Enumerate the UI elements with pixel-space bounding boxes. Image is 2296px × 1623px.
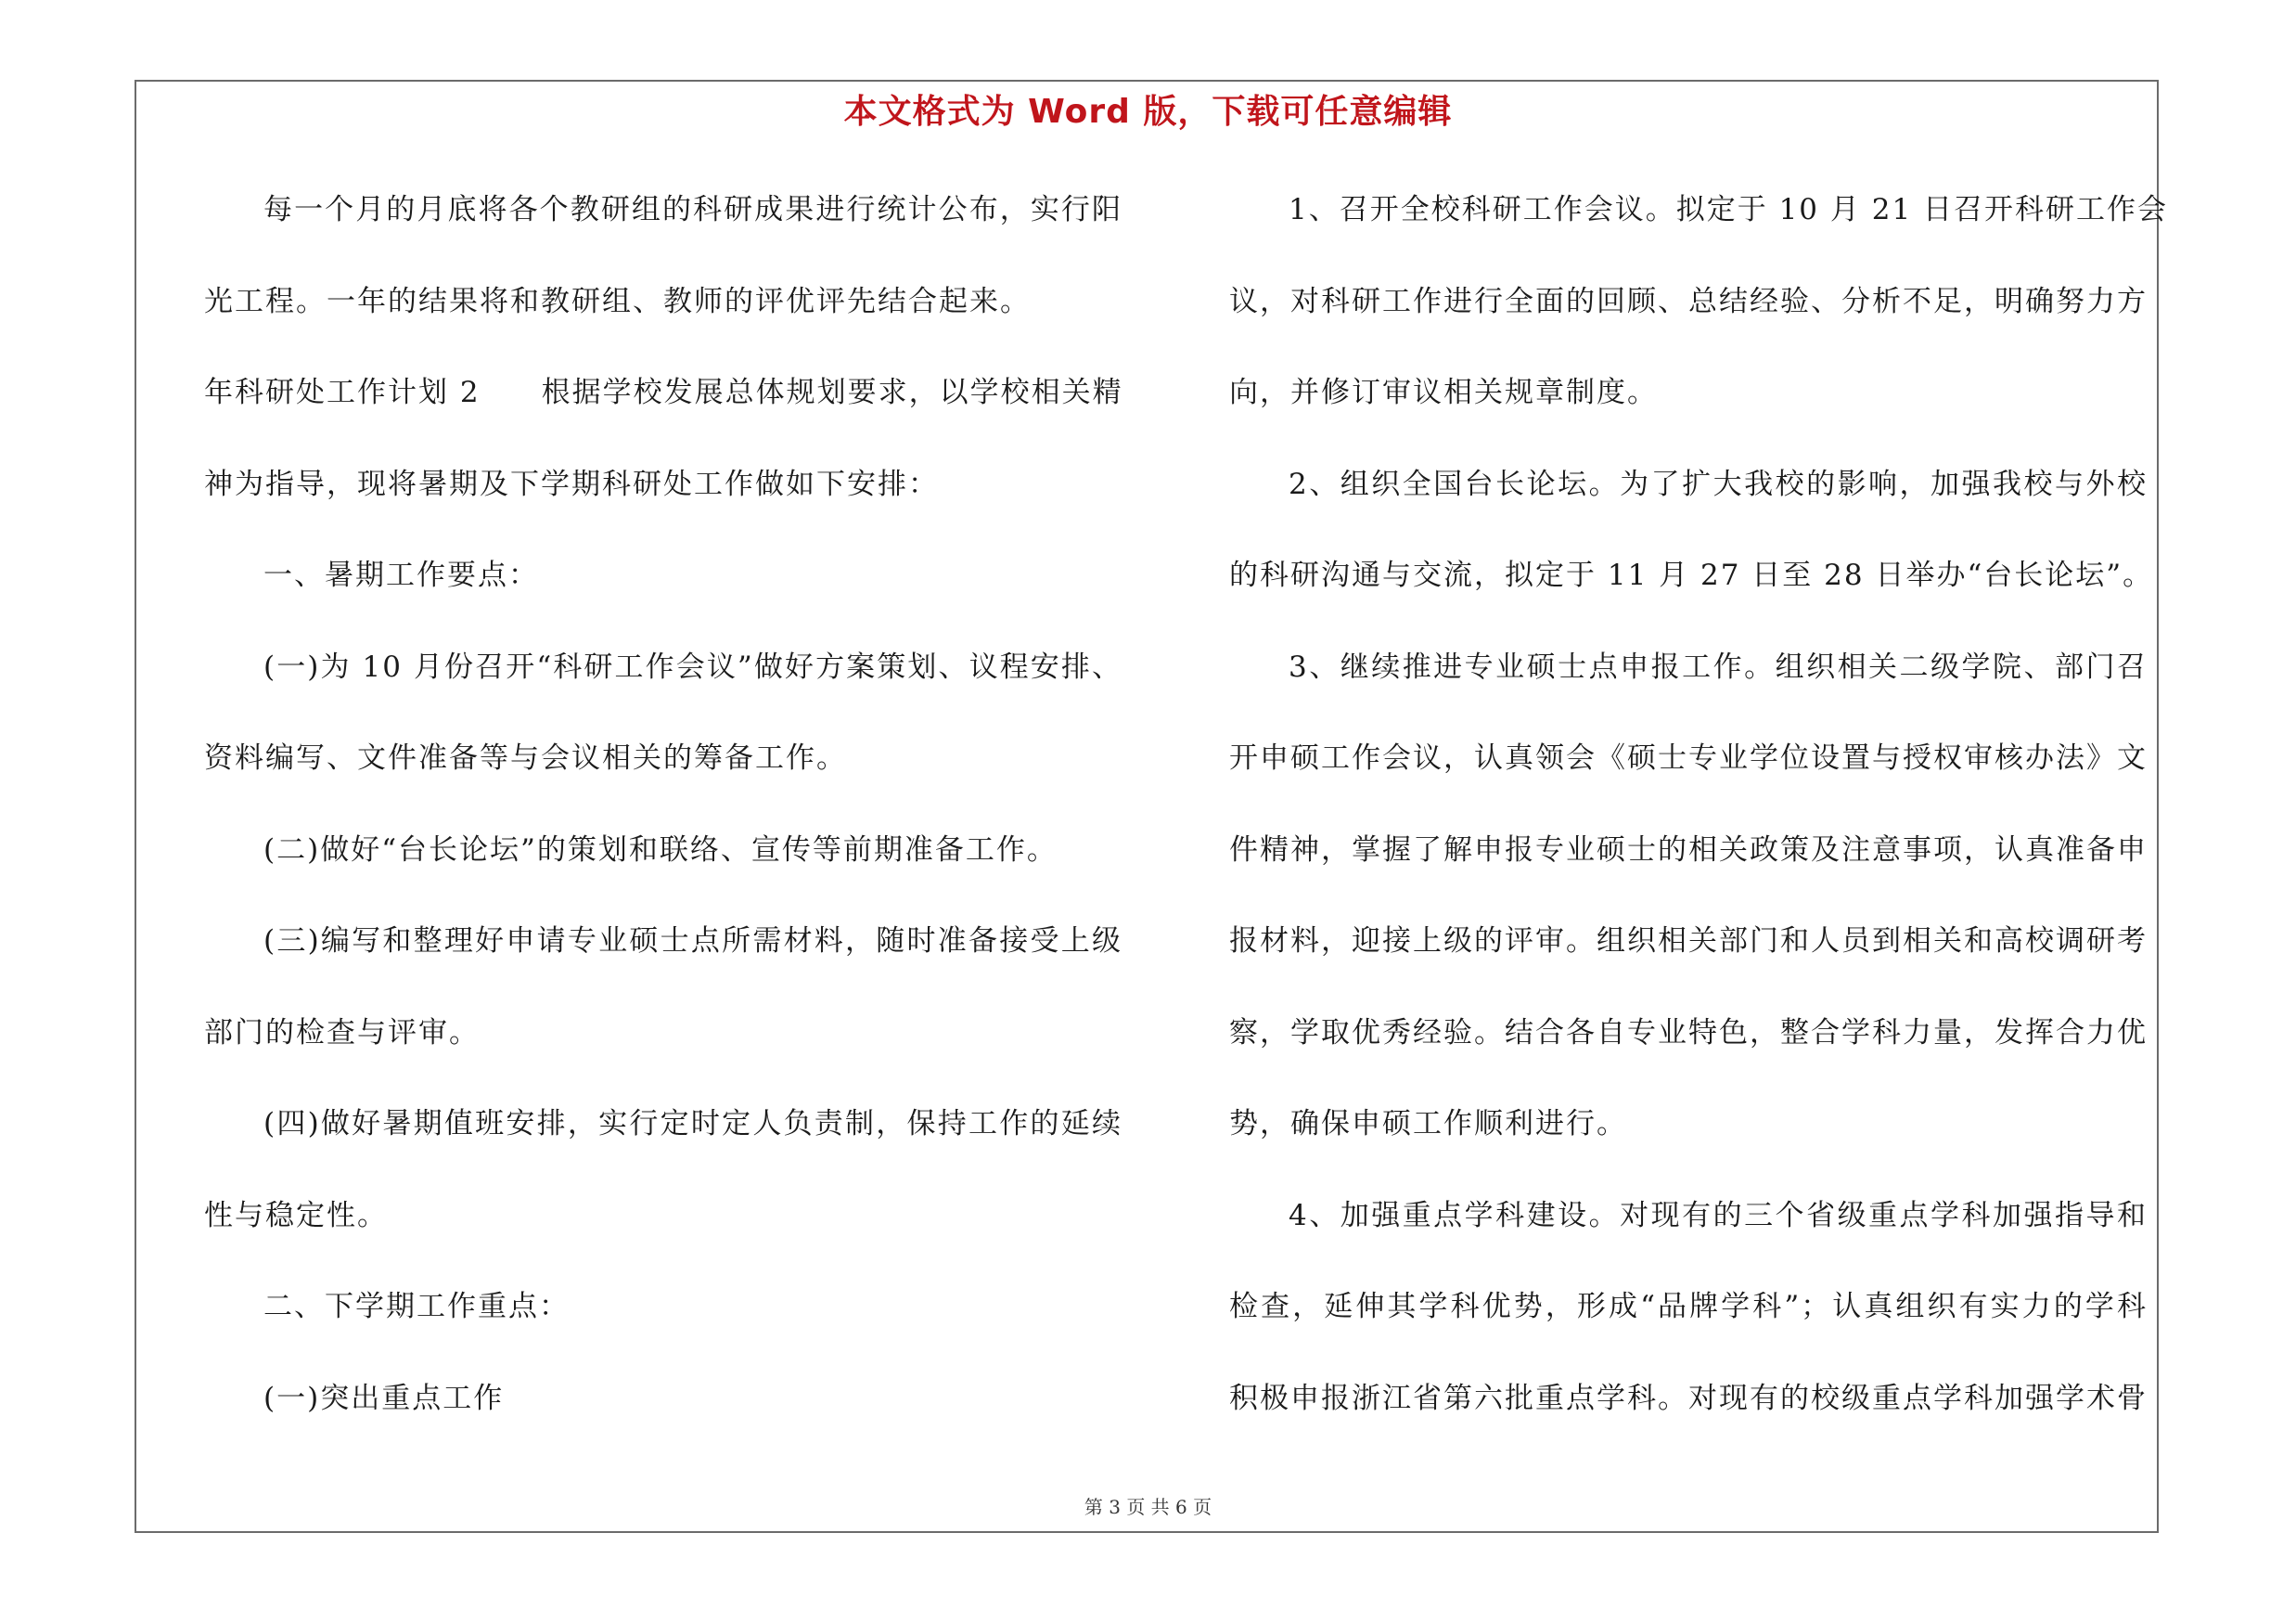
text-line: (一)为 10 月份召开“科研工作会议”做好方案策划、议程安排、 — [263, 650, 1122, 684]
text-line: (四)做好暑期值班安排，实行定时定人负责制，保持工作的延续 — [263, 1107, 1122, 1140]
text-line: 一、暑期工作要点： — [263, 559, 539, 592]
text-line: 的科研沟通与交流，拟定于 11 月 27 日至 28 日举办“台长论坛”。 — [1229, 559, 2154, 592]
text-line: 积极申报浙江省第六批重点学科。对现有的校级重点学科加强学术骨 — [1229, 1381, 2148, 1415]
left-text-column — [204, 176, 1122, 1456]
text-line: 性与稳定性。 — [204, 1198, 388, 1232]
text-line: 议，对科研工作进行全面的回顾、总结经验、分析不足，明确努力方 — [1229, 284, 2148, 318]
page-number-footer: 第 3 页 共 6 页 — [1084, 1496, 1212, 1518]
text-line: 势，确保申硕工作顺利进行。 — [1229, 1107, 1627, 1140]
text-line: 3、继续推进专业硕士点申报工作。组织相关二级学院、部门召 — [1289, 650, 2148, 684]
text-line: 2、组织全国台长论坛。为了扩大我校的影响，加强我校与外校 — [1289, 467, 2148, 501]
text-line: 资料编写、文件准备等与会议相关的筹备工作。 — [204, 741, 847, 775]
text-line: 检查，延伸其学科优势，形成“品牌学科”；认真组织有实力的学科 — [1229, 1290, 2148, 1323]
right-text-column — [1229, 176, 2169, 1456]
text-line: 光工程。一年的结果将和教研组、教师的评优评先结合起来。 — [204, 284, 1031, 318]
text-line: 部门的检查与评审。 — [204, 1015, 480, 1050]
text-line: 每一个月的月底将各个教研组的科研成果进行统计公布，实行阳 — [263, 193, 1122, 226]
text-line: (二)做好“台长论坛”的策划和联络、宣传等前期准备工作。 — [263, 832, 1058, 867]
text-line: 向，并修订审议相关规章制度。 — [1229, 376, 1658, 409]
text-line: 察，学取优秀经验。结合各自专业特色，整合学科力量，发挥合力优 — [1229, 1015, 2148, 1050]
text-line: 件精神，掌握了解申报专业硕士的相关政策及注意事项，认真准备申 — [1229, 832, 2148, 867]
text-line: (三)编写和整理好申请专业硕士点所需材料，随时准备接受上级 — [263, 924, 1122, 958]
text-line: 神为指导，现将暑期及下学期科研处工作做如下安排： — [204, 467, 939, 501]
text-line: (一)突出重点工作 — [263, 1381, 505, 1415]
text-line: 年科研处工作计划 2 根据学校发展总体规划要求，以学校相关精 — [204, 376, 1123, 409]
text-line: 开申硕工作会议，认真领会《硕士专业学位设置与授权审核办法》文 — [1229, 741, 2148, 775]
text-line: 1、召开全校科研工作会议。拟定于 10 月 21 日召开科研工作会 — [1289, 193, 2169, 226]
text-line: 4、加强重点学科建设。对现有的三个省级重点学科加强指导和 — [1289, 1198, 2148, 1232]
text-line: 报材料，迎接上级的评审。组织相关部门和人员到相关和高校调研考 — [1229, 924, 2148, 958]
text-line: 二、下学期工作重点： — [263, 1290, 570, 1323]
format-notice-banner: 本文格式为 Word 版，下载可任意编辑 — [843, 93, 1453, 131]
